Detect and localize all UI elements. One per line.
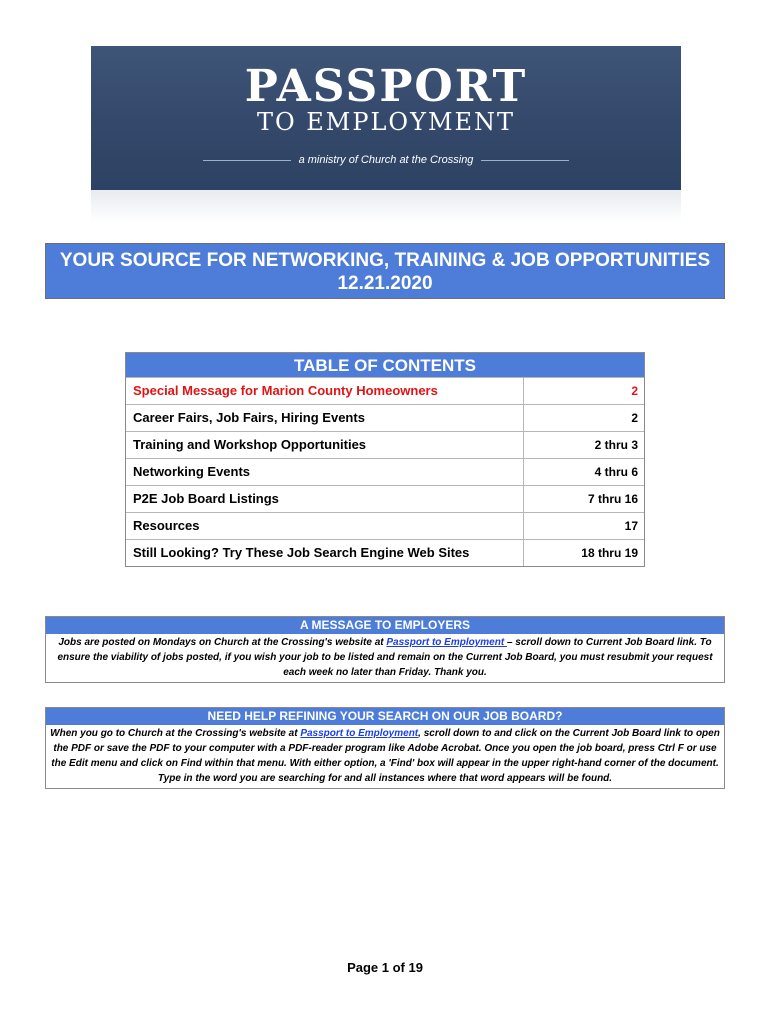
toc-title: TABLE OF CONTENTS [126,353,644,377]
toc-row-label: Career Fairs, Job Fairs, Hiring Events [126,405,524,431]
passport-to-employment-logo [91,46,681,190]
toc-row-label: Training and Workshop Opportunities [126,432,524,458]
logo-reflection [91,190,681,222]
toc-row-label: Still Looking? Try These Job Search Engine Web Sites [126,540,524,566]
header-banner [45,243,725,299]
toc-row-label: Resources [126,513,524,539]
logo-subtitle: a ministry of Church at the Crossing [298,154,474,166]
toc-row-label: P2E Job Board Listings [126,486,524,512]
employers-message-text-cont: – scroll down to Current Job Board link. To ensure the viability of jobs posted, if you wish your job to be listed and remain on the Current Job Board, you must resubmit your request each week no later than Friday. Thank you. [57,637,713,678]
employers-message-title: A MESSAGE TO EMPLOYERS [46,617,724,634]
passport-to-employment-link[interactable]: Passport to Employment [386,637,507,648]
toc-row[interactable] [126,404,644,431]
banner-date: 12.21.2020 [337,273,433,294]
search-help-text-cont: , scroll down to and click on the Current Job Board link to open the PDF or save the PDF to your computer with a PDF-reader program like Adobe Acrobat. Once you open the job board, press Ctrl F or use the Edit menu and click on Find within that menu. With either option, a 'Find' box will appear in the upper right-hand corner of the document. Type in the word you are searching for and all instances where that word appears will be found. [51,728,720,784]
toc-row[interactable] [126,377,644,404]
toc-row[interactable] [126,458,644,485]
toc-row-page: 7 thru 16 [587,492,638,506]
search-help-body [46,725,724,788]
table-of-contents [125,352,645,567]
toc-row[interactable] [126,431,644,458]
employers-message-text: Jobs are posted on Mondays on Church at the Crossing's website at [58,637,387,648]
search-help-text: When you go to Church at the Crossing's website at [50,728,301,739]
logo-divider-left [203,160,291,161]
logo-divider-right [481,160,569,161]
toc-row-page: 2 [631,384,638,398]
logo-title-line2: TO EMPLOYMENT [256,108,516,136]
banner-title: YOUR SOURCE FOR NETWORKING, TRAINING & JOB OPPORTUNITIES [59,250,711,271]
toc-row[interactable] [126,539,644,566]
toc-row-page: 4 thru 6 [594,465,638,479]
search-help-box [45,707,725,789]
toc-row-page: 18 thru 19 [581,546,638,560]
passport-to-employment-link[interactable]: Passport to Employment [300,728,419,739]
toc-row[interactable] [126,485,644,512]
employers-message-box [45,616,725,683]
logo-subtitle-row [203,150,569,170]
toc-row-page: 2 [631,411,638,425]
toc-row-label: Special Message for Marion County Homeowners [126,378,524,404]
page-number: Page 1 of 19 [347,960,423,975]
employers-message-body [46,634,724,682]
toc-row-page: 17 [624,519,638,533]
logo-title-line1: PASSPORT [244,61,528,112]
toc-row[interactable] [126,512,644,539]
search-help-title: NEED HELP REFINING YOUR SEARCH ON OUR JOB BOARD? [46,708,724,725]
toc-row-page: 2 thru 3 [594,438,638,452]
toc-row-label: Networking Events [126,459,524,485]
